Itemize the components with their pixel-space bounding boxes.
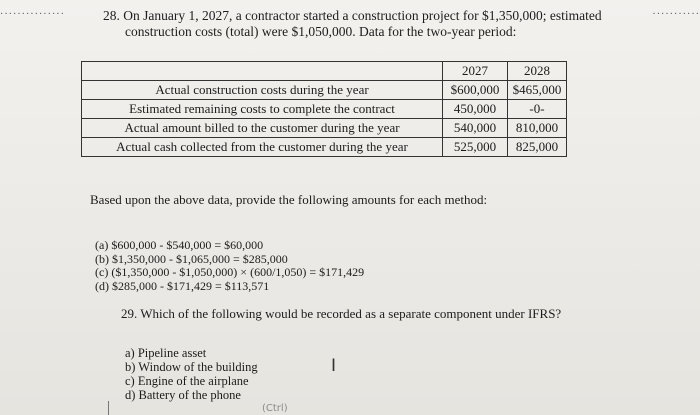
option-b[interactable]: b) Window of the building [125,360,258,374]
cell-2027: $600,000 [443,81,508,100]
question-29-text: 29. Which of the following would be recorded as a separate component under IFRS? [121,306,562,321]
text-cursor-icon: I [331,356,337,376]
cell-2028: $465,000 [508,81,567,100]
option-a[interactable]: a) Pipeline asset [125,346,207,360]
cell-2027: 450,000 [443,100,508,119]
dotted-margin-right: ··········· [652,9,700,20]
option-c[interactable]: c) Engine of the airplane [125,374,249,388]
cell-2028: 825,000 [508,138,567,157]
instruction-text: Based upon the above data, provide the following amounts for each method: [90,192,488,207]
option-list [125,346,258,402]
paste-options-ctrl[interactable]: (Ctrl) [262,403,288,414]
cell-2027: 525,000 [443,138,508,157]
question-28-text [103,8,663,40]
dotted-margin-left: ··············· [0,9,65,20]
cell-2027: 540,000 [443,119,508,138]
header-2027: 2027 [443,62,508,81]
answer-b: (b) $1,350,000 - $1,065,000 = $285,000 [95,251,288,266]
header-2028: 2028 [508,62,567,81]
question-28-line-2: construction costs (total) were $1,050,000. Data for the two-year period: [125,24,517,39]
answer-a: (a) $600,000 - $540,000 = $60,000 [95,238,264,252]
row-label: Actual amount billed to the customer during the year [82,119,443,138]
cell-2028: -0- [508,100,567,119]
data-table [81,61,567,157]
option-d[interactable]: d) Battery of the phone [125,388,241,402]
row-label: Actual construction costs during the year [82,81,443,100]
row-label: Estimated remaining costs to complete the contract [82,100,443,119]
table-header-blank [82,62,443,81]
table-row [82,81,567,100]
table-row [82,138,567,157]
table-header-row [82,62,567,81]
question-28-line-1: 28. On January 1, 2027, a contractor started a construction project for $1,350,000; estimated [103,8,602,23]
cell-2028: 810,000 [508,119,567,138]
answer-list [95,239,364,293]
table-row [82,119,567,138]
row-label: Actual cash collected from the customer during the year [82,138,443,157]
answer-c: (c) ($1,350,000 - $1,050,000) × (600/1,050) = $171,429 [95,265,365,279]
table-row [82,100,567,119]
answer-d: (d) $285,000 - $171,429 = $113,571 [95,278,270,293]
page-edge-divider [108,401,109,415]
